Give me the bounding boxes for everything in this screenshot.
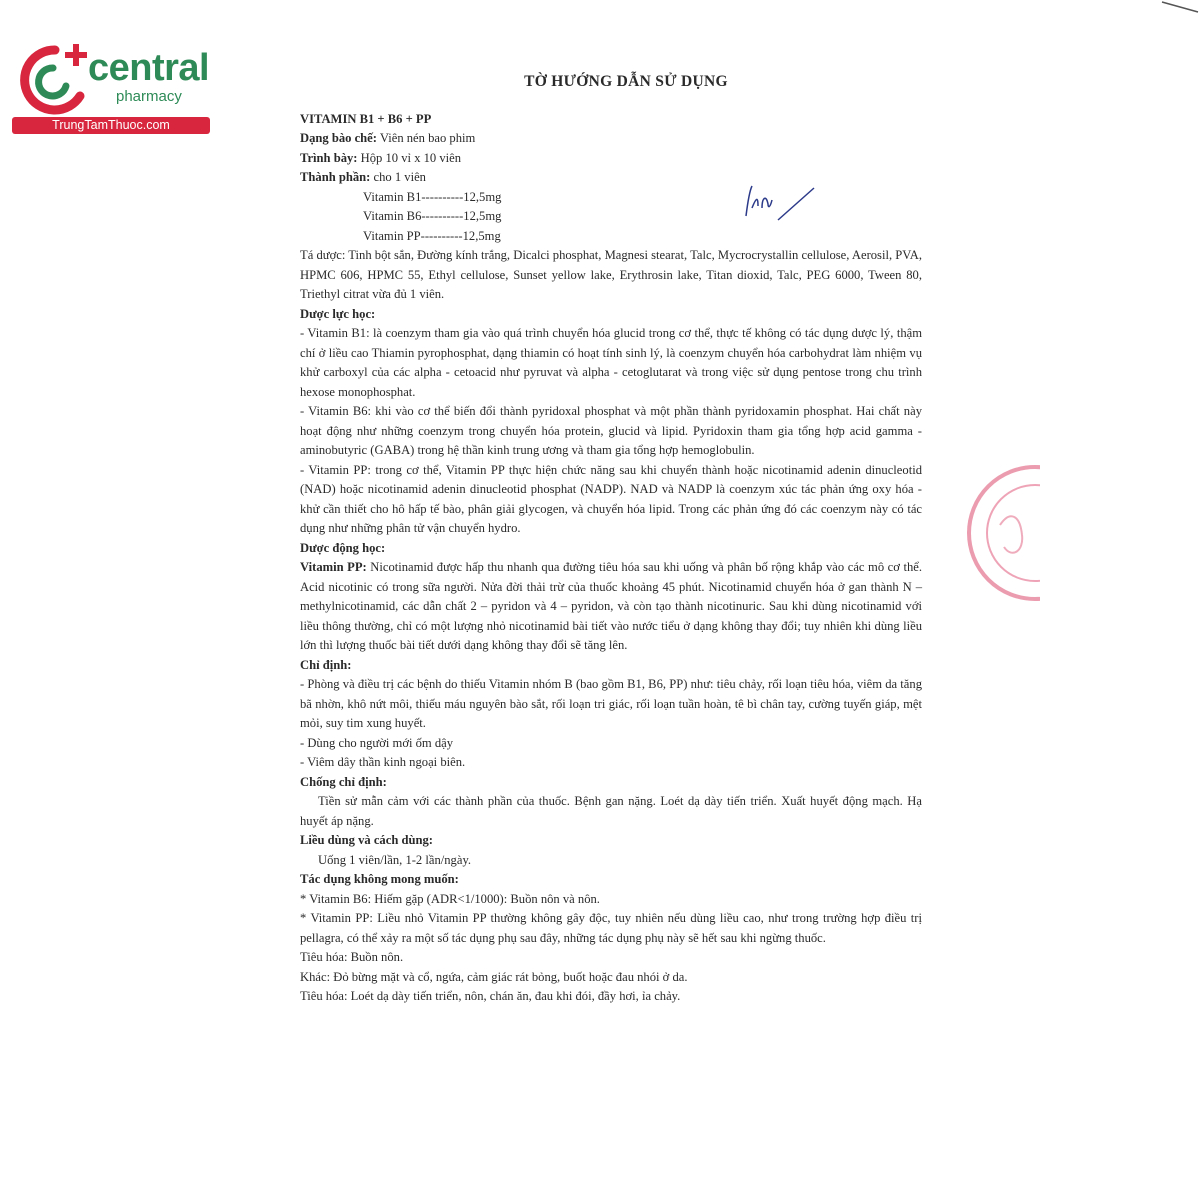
ingredient-item: Vitamin B6----------12,5mg: [363, 209, 502, 223]
logo-sub: pharmacy: [116, 88, 182, 105]
product-name: VITAMIN B1 + B6 + PP: [300, 111, 432, 126]
pharmacodynamics-item: - Vitamin B6: khi vào cơ thể biến đổi thành pyridoxal phosphat và một phần thành pyridoxamin phosphat. Hai chất này hoạt động như những coenzym trong chuyển hóa protein, glucid và lipid. Pyridoxin tham gia tổng hợp acid gamma - aminobutyric (GABA) trong hệ thần kinh trung ương và tham gia tổng hợp hemoglobulin.: [300, 404, 922, 457]
excipients: Tá dược: Tinh bột sắn, Đường kính trắng, Dicalci phosphat, Magnesi stearat, Talc, Mycrocrystallin cellulose, Aerosil, PVA, HPMC 606, HPMC 55, Ethyl cellulose, Sunset yellow lake, Erythrosin lake, Titan dioxid, Talc, PEG 6000, Tween 80, Triethyl citrat vừa đủ 1 viên.: [300, 248, 922, 301]
side-effects-heading: Tác dụng không mong muốn:: [300, 872, 459, 886]
contraindications-text: Tiền sử mẫn cảm với các thành phần của thuốc. Bệnh gan nặng. Loét dạ dày tiến triển. Xuất huyết động mạch. Hạ huyết áp nặng.: [300, 794, 922, 828]
pharmacodynamics-item: - Vitamin B1: là coenzym tham gia vào quá trình chuyển hóa glucid trong cơ thể, thực tế không có tác dụng dược lý, thậm chí ở liều cao Thiamin pyrophosphat, dạng thiamin có hoạt tính sinh lý, là coenzym chuyển hóa carbohydrat làm nhiệm vụ khử carboxyl của các alpha - cetoacid như pyruvat và alpha - cetoglutarat và trong việc sử dụng pentose trong chu trình hexose monophosphat.: [300, 326, 922, 399]
composition: Thành phần: cho 1 viên: [300, 170, 426, 184]
indication-item: - Phòng và điều trị các bệnh do thiếu Vitamin nhóm B (bao gồm B1, B6, PP) như: tiêu chảy, rối loạn tiêu hóa, viêm da tăng bã nhờn, khô nứt môi, thiếu máu nguyên bào sắt, rối loạn tri giác, rối loạn tuần hoàn, tê bì chân tay, cường tuyến giáp, mệt mỏi, suy tim xung huyết.: [300, 677, 922, 730]
logo-brand: central: [88, 47, 210, 89]
pharmacodynamics-heading: Dược lực học:: [300, 306, 376, 321]
indication-item: - Viêm dây thần kinh ngoại biên.: [300, 755, 466, 769]
indication-item: - Dùng cho người mới ốm dậy: [300, 735, 454, 750]
document-title: TỜ HƯỚNG DẪN SỬ DỤNG: [524, 73, 728, 90]
logo-url[interactable]: TrungTamThuoc.com: [12, 117, 210, 134]
dosage-heading: Liều dùng và cách dùng:: [300, 833, 433, 847]
ingredient-item: Vitamin PP----------12,5mg: [363, 228, 501, 243]
indications-heading: Chỉ định:: [300, 657, 352, 672]
dosage-text: Uống 1 viên/lần, 1-2 lần/ngày.: [318, 852, 472, 867]
side-effect-item: Tiêu hóa: Loét dạ dày tiến triển, nôn, chán ăn, đau khi đói, đầy hơi, ỉa chảy.: [300, 989, 681, 1003]
dosage-form: Dạng bào chế: Viên nén bao phim: [300, 131, 476, 145]
pharmacodynamics-item: - Vitamin PP: trong cơ thể, Vitamin PP thực hiện chức năng sau khi chuyển thành hoặc nicotinamid adenin dinucleotid (NAD) hoặc nicotinamid adenin dinucleotid phosphat (NADP). NAD và NADP là coenzym xúc tác phản ứng oxy hóa - khử cần thiết cho hô hấp tế bào, phân giải glycogen, và chuyển hóa lipid. Trong các phản ứng đó các coenzym này có tác dụng như những phân tử vận chuyển hydro.: [300, 462, 922, 535]
page-edge-mark: [1160, 0, 1200, 30]
pharmacokinetics-text: Vitamin PP: Nicotinamid được hấp thu nhanh qua đường tiêu hóa sau khi uống và phân bố rộng khắp vào các mô cơ thể. Acid nicotinic có trong sữa người. Nửa đời thải trừ của thuốc khoảng 45 phút. Nicotinamid chuyển hóa ở gan thành N – methylnicotinamid, các dẫn chất 2 – pyridon và 4 – pyridon, và còn tạo thành nicotinuric. Sau khi dùng nicotinamid với liều thông thường, chỉ có một lượng nhỏ nicotinamid bài tiết vào nước tiểu ở dạng không thay đổi; tuy nhiên khi dùng liều lớn thì lượng thuốc bài tiết dưới dạng không thay đổi sẽ tăng lên.: [300, 560, 922, 652]
ingredient-item: Vitamin B1----------12,5mg: [363, 189, 502, 204]
packaging: Trình bày: Hộp 10 vỉ x 10 viên: [300, 150, 462, 165]
side-effect-item: Tiêu hóa: Buồn nôn.: [300, 950, 404, 964]
pharmacokinetics-heading: Dược động học:: [300, 540, 386, 555]
side-effect-item: * Vitamin B6: Hiếm gặp (ADR<1/1000): Buồn nôn và nôn.: [300, 891, 600, 906]
contraindications-heading: Chống chỉ định:: [300, 774, 387, 789]
side-effect-item: * Vitamin PP: Liều nhỏ Vitamin PP thường không gây độc, tuy nhiên nếu dùng liều cao, như trong trường hợp điều trị pellagra, có thể xảy ra một số tác dụng phụ sau đây, những tác dụng phụ này sẽ hết sau khi ngừng thuốc.: [300, 911, 922, 945]
leaflet-document: [300, 72, 922, 1007]
stamp-seal: [960, 455, 1040, 615]
side-effect-item: Khác: Đỏ bừng mặt và cổ, ngứa, cảm giác rát bỏng, buốt hoặc đau nhói ở da.: [300, 969, 688, 984]
